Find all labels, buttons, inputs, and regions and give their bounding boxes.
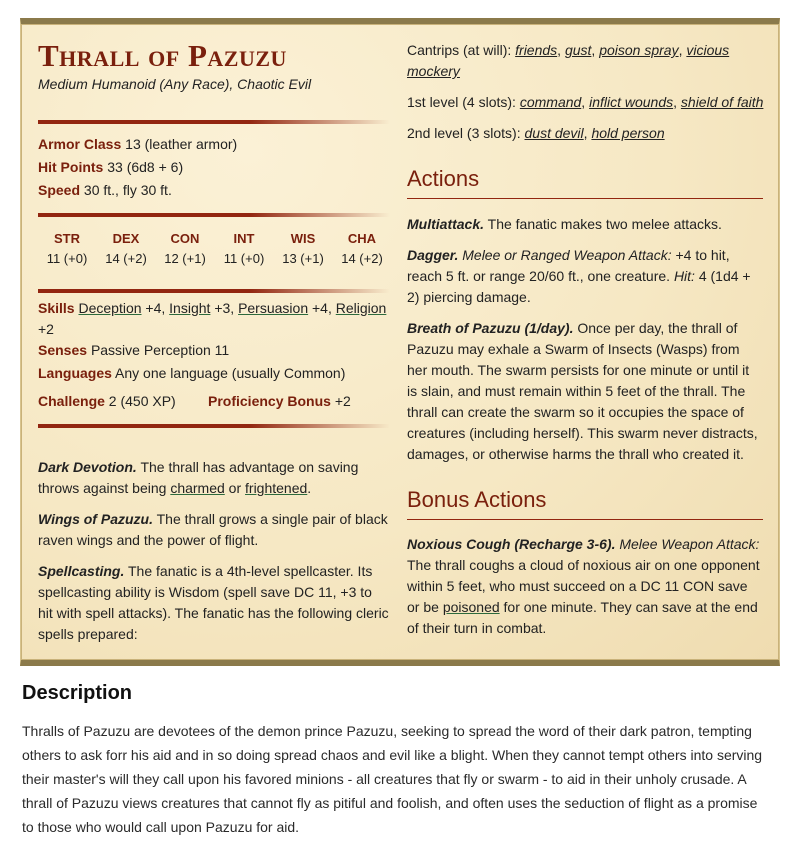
action-text: The thrall coughs a cloud of noxious air on one opponent within 5 feet, who must succeed on a DC 11 CON save or be (407, 557, 760, 615)
action-text: 4 (1d4 + 2) piercing damage. (407, 268, 751, 305)
challenge-value: 2 (450 XP) (108, 393, 176, 409)
action-dagger (407, 245, 763, 308)
actions-divider (407, 198, 763, 199)
proficiency-value: +2 (334, 393, 351, 409)
hit-points (38, 159, 183, 175)
ability-value: 13 (+1) (282, 251, 324, 266)
skill-link-persuasion[interactable]: Persuasion (238, 300, 309, 316)
spell-level-label: Cantrips (at will): (407, 42, 512, 58)
spell-link-shield-of-faith[interactable]: shield of faith (680, 94, 764, 110)
spell-cantrips: Cantrips (at will): friends, gust, poison spray, vicious mockery (407, 42, 730, 79)
speed-value: 30 ft., fly 30 ft. (83, 182, 172, 198)
ability-name: STR (54, 231, 80, 246)
trait-spellcasting (38, 561, 390, 645)
trait-name: Wings of Pazuzu. (38, 511, 153, 527)
actions-heading: Actions (407, 166, 480, 191)
action-name: Multiattack. (407, 216, 485, 232)
skill-bonus: +3, (214, 300, 235, 316)
attack-type: Melee Weapon Attack: (619, 536, 760, 552)
description-heading: Description (22, 682, 133, 704)
condition-link-charmed[interactable]: charmed (170, 480, 225, 496)
ability-value: 12 (+1) (164, 251, 206, 266)
action-name: Dagger. (407, 247, 459, 263)
armor-class (38, 136, 237, 152)
spell-link-poison-spray[interactable]: poison spray (599, 42, 679, 58)
speed (38, 182, 172, 198)
senses-label: Senses (38, 342, 88, 358)
divider (38, 213, 390, 217)
attack-type: Melee or Ranged Weapon Attack: (462, 247, 672, 263)
skill-link-deception[interactable]: Deception (78, 300, 142, 316)
senses (38, 342, 229, 358)
divider (38, 289, 390, 293)
spell-level-label: 2nd level (3 slots): (407, 125, 521, 141)
action-multiattack (407, 214, 763, 235)
spell-level-label: 1st level (4 slots): (407, 94, 516, 110)
ability-con (156, 231, 214, 266)
trait-text: . (307, 480, 312, 496)
languages-label: Languages (38, 365, 112, 381)
hit-points-value: 33 (6d8 + 6) (107, 159, 184, 175)
stat-block (20, 18, 780, 666)
speed-label: Speed (38, 182, 81, 198)
proficiency-bonus (208, 393, 351, 409)
spell-link-vicious-mockery[interactable]: vicious mockery (407, 42, 730, 79)
ability-value: 11 (+0) (223, 251, 265, 266)
ability-value: 14 (+2) (341, 251, 383, 266)
action-text: The fanatic makes two melee attacks. (487, 216, 722, 232)
trait-text: The fanatic is a 4th-level spellcaster. Its spellcasting ability is Wisdom (spell save DC 11, +3 to hit with spell attacks). The fanatic has the following cleric spells prepared: (38, 563, 389, 642)
skill-bonus: +2 (38, 321, 54, 337)
spell-link-hold-person[interactable]: hold person (591, 125, 665, 141)
condition-link-poisoned[interactable]: poisoned (442, 599, 500, 615)
ability-name: CON (170, 231, 200, 246)
languages (38, 365, 345, 381)
spell-link-dust-devil[interactable]: dust devil (524, 125, 584, 141)
action-name: Noxious Cough (Recharge 3-6). (407, 536, 616, 552)
bonus-actions-divider (407, 519, 763, 520)
spell-link-friends[interactable]: friends (515, 42, 558, 58)
ability-name: CHA (347, 231, 377, 246)
trait-text: The thrall grows a single pair of black raven wings and the power of flight. (38, 511, 388, 548)
spell-link-command[interactable]: command (519, 94, 582, 110)
ability-name: DEX (112, 231, 140, 246)
action-text: Once per day, the thrall of Pazuzu may exhale a Swarm of Insects (Wasps) from her mouth. The swarm persists for one minute or until it is slain, and must remain within 5 feet of the thrall. The thrall can create the swarm so it occupies the space of creatures (including herself). This swarm never distracts, damages, or otherwise harms the thrall who created it. (407, 320, 758, 462)
skills-label: Skills (38, 300, 75, 316)
ability-cha (333, 231, 391, 266)
monster-meta: Medium Humanoid (Any Race), Chaotic Evil (38, 76, 312, 92)
ability-wis (274, 231, 332, 266)
action-text: for one minute. They can save at the end of their turn in combat. (407, 599, 758, 636)
condition-link-frightened[interactable]: frightened (245, 480, 308, 496)
armor-class-value: 13 (leather armor) (125, 136, 238, 152)
skills (38, 298, 390, 340)
proficiency-label: Proficiency Bonus (208, 393, 331, 409)
ability-value: 14 (+2) (105, 251, 147, 266)
spell-link-gust[interactable]: gust (564, 42, 592, 58)
senses-value: Passive Perception 11 (90, 342, 230, 358)
divider (38, 120, 390, 124)
hit-points-label: Hit Points (38, 159, 104, 175)
monster-name: Thrall of Pazuzu (38, 38, 287, 73)
challenge-label: Challenge (38, 393, 105, 409)
description-text: Thralls of Pazuzu are devotees of the demon prince Pazuzu, seeking to spread the word of their dark patron, tempting others to ask forr his aid and in so doing spread chaos and evil like a blight. When they cannot tempt others into serving their master's will they call upon his favored minions - all creatures that fly or swarm - to aid in their unholy crusade. A thrall of Pazuzu views creatures that cannot fly as pitiful and foolish, and often uses the seduction of flight as a promise to those who would call upon Pazuzu for aid. (22, 723, 763, 835)
trait-text: The thrall has advantage on saving throws against being (38, 459, 359, 496)
bonus-action-noxious-cough (407, 534, 763, 639)
skill-link-religion[interactable]: Religion (335, 300, 387, 316)
languages-value: Any one language (usually Common) (115, 365, 346, 381)
ability-name: INT (233, 231, 255, 246)
ability-value: 11 (+0) (46, 251, 88, 266)
ability-int (215, 231, 273, 266)
action-breath-of-pazuzu (407, 318, 763, 465)
skill-bonus: +4, (145, 300, 166, 316)
ability-dex (97, 231, 155, 266)
spell-second-level: 2nd level (3 slots): dust devil, hold person (407, 125, 665, 141)
action-text: +4 to hit, reach 5 ft. or range 20/60 ft., one creature. (407, 247, 730, 284)
trait-wings (38, 509, 390, 551)
trait-dark-devotion (38, 457, 378, 499)
ability-str (38, 231, 96, 266)
trait-name: Spellcasting. (38, 563, 125, 579)
trait-text: or (228, 480, 242, 496)
armor-class-label: Armor Class (38, 136, 122, 152)
skill-bonus: +4, (312, 300, 332, 316)
hit-label: Hit: (673, 268, 695, 284)
action-name: Breath of Pazuzu (1/day). (407, 320, 574, 336)
skill-link-insight[interactable]: Insight (169, 300, 211, 316)
challenge (38, 393, 176, 409)
trait-name: Dark Devotion. (38, 459, 137, 475)
divider (38, 424, 390, 428)
spell-link-inflict-wounds[interactable]: inflict wounds (589, 94, 674, 110)
bonus-actions-heading: Bonus Actions (407, 487, 547, 512)
spell-first-level: 1st level (4 slots): command, inflict wounds, shield of faith (407, 94, 764, 110)
ability-name: WIS (290, 231, 316, 246)
